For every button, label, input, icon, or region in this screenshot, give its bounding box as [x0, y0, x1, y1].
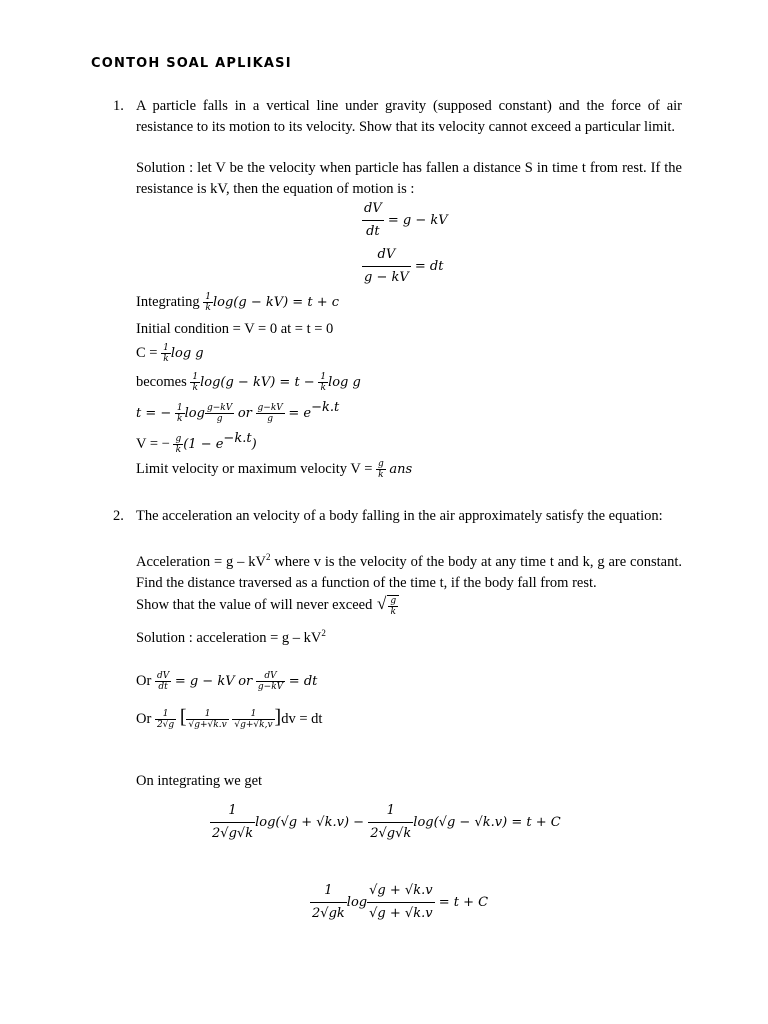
- or-equation-2: Or $\frac{1}{2√g}$ [ $\frac{1}{√g+√k.v}$ $\frac{1}{√g+√k,v}$ ]dv = dt: [136, 706, 323, 731]
- item-number-1: 1.: [113, 98, 124, 114]
- constant-c-line: C = $\frac{1}{k}$ log g: [136, 343, 204, 364]
- problem-2-text: The acceleration an velocity of a body falling in the air approximately satisfy the equation:: [136, 508, 663, 524]
- problem-1-solution: Solution : let V be the velocity when particle has fallen a distance S in time t from rest. If the resistance is kV, then the equation of motion is :: [136, 160, 682, 197]
- integration-result-1: $\frac{1}{2√g√k}$ log(√g + √k.v) − $\frac{1}{2√g√k}$ log(√g − √k.v) = t + C: [210, 800, 561, 845]
- on-integrating: On integrating we get: [136, 773, 263, 789]
- becomes-line: becomes $\frac{1}{k}$ log(g − kV) = t − $\frac{1}{k}$ log g: [136, 372, 361, 393]
- item-number-2: 2.: [113, 508, 124, 524]
- problem-2-solution: Solution : acceleration = g – $kV^2$: [136, 628, 326, 646]
- integrating-line: Integrating $\frac{1}{k}$ log(g − kV) = t + c: [136, 292, 339, 313]
- problem-1-text: A particle falls in a vertical line under gravity (supposed constant) and the force of air resistance to its motion to its velocity. Show that its velocity cannot exceed a particular limit.: [136, 98, 682, 135]
- v-line: V = − $\frac{g}{k}$ $(1 - e^{-k.t})$: [136, 431, 257, 455]
- equation-dv-dt: $\frac{dV}{dt}$ = g − kV: [362, 198, 448, 243]
- page-heading: CONTOH SOAL APLIKASI: [91, 56, 292, 71]
- equation-separated: $\frac{dV}{g - kV}$ = dt: [362, 244, 443, 289]
- t-line: t = − $\frac{1}{k}$ log $\frac{g-kV}{g}$ or $\frac{g-kV}{g}$ = $e^{-k.t}$: [136, 400, 340, 424]
- or-equation-1: Or $\frac{dV}{dt}$ = g − kV or $\frac{dV}{g-kV}$ = dt: [136, 671, 318, 692]
- problem-2-acceleration: Acceleration = g – $kV^2$ where v is the velocity of the body at any time t and k, g are constant. Find the distance traversed as a function of the time t, if the body fall from rest.: [136, 552, 682, 591]
- show-line: Show that the value of will never exceed √ $\frac{g}{k}$: [136, 594, 399, 617]
- limit-velocity-line: Limit velocity or maximum velocity V = $\frac{g}{k}$ ans: [136, 459, 413, 480]
- initial-condition: Initial condition = V = 0 at = t = 0: [136, 321, 334, 337]
- integration-result-2: $\frac{1}{2√gk}$ log $\frac{√g + √k.v}{√g + √k.v}$ = t + C: [310, 880, 488, 925]
